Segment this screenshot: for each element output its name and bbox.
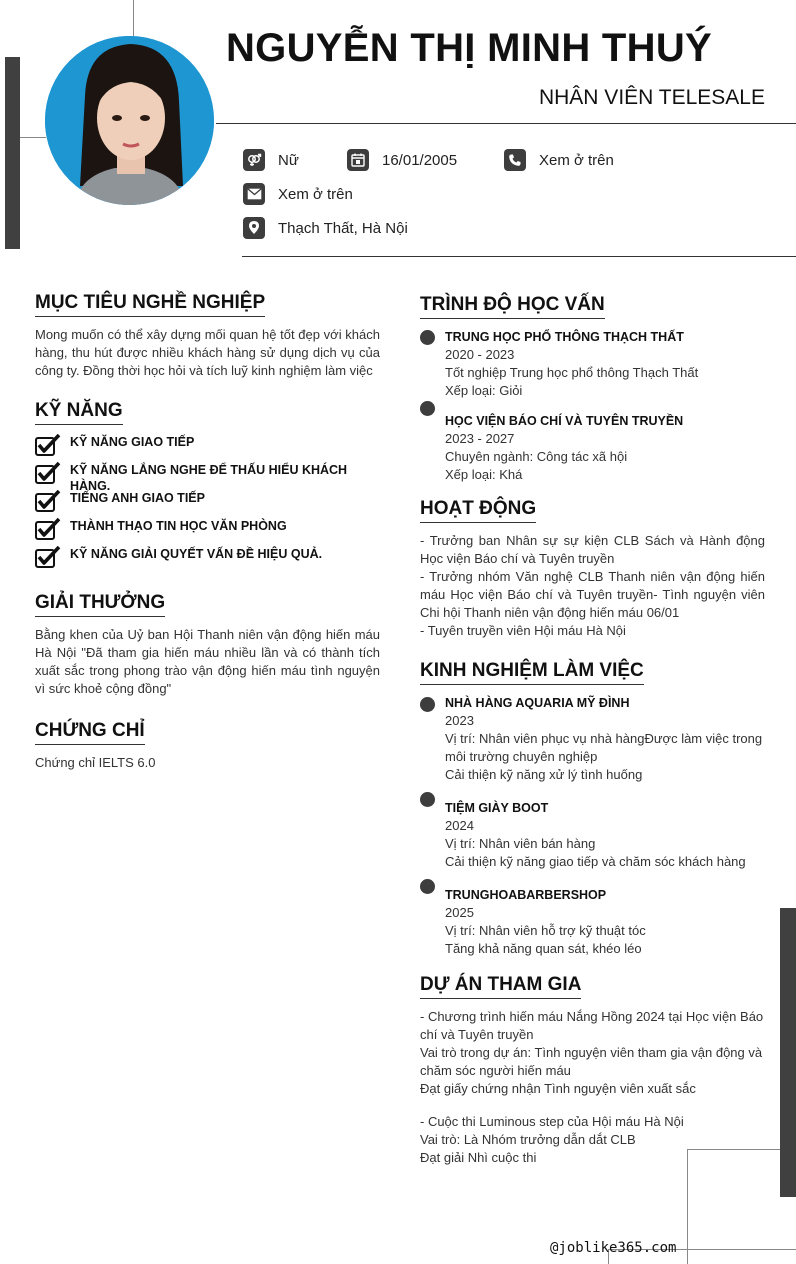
- company-name: NHÀ HÀNG AQUARIA MỸ ĐÌNH: [445, 696, 630, 710]
- email-value: Xem ở trên: [278, 185, 353, 203]
- education-title: TRÌNH ĐỘ HỌC VẤN: [420, 294, 605, 319]
- education-item: [420, 328, 765, 400]
- work-achievement: Cải thiện kỹ năng giao tiếp và chăm sóc khách hàng: [445, 854, 746, 869]
- timeline-dot: [420, 330, 435, 345]
- experience-item: [420, 886, 765, 958]
- work-achievement: Cải thiện kỹ năng xử lý tình huống: [445, 767, 643, 782]
- contact-birthday: [347, 149, 457, 171]
- address-value: Thạch Thất, Hà Nội: [278, 219, 408, 237]
- study-period: 2023 - 2027: [445, 431, 515, 446]
- decor-bar-right: [780, 908, 796, 1197]
- phone-value: Xem ở trên: [539, 151, 614, 169]
- watermark: @joblike365.com: [550, 1240, 677, 1256]
- contact-gender: [243, 149, 299, 171]
- timeline-dot: [420, 401, 435, 416]
- work-achievement: Tăng khả năng quan sát, khéo léo: [445, 941, 642, 956]
- awards-title: GIẢI THƯỞNG: [35, 592, 165, 617]
- activities-text: - Trưởng ban Nhân sự sự kiện CLB Sách và Hành động Học viện Báo chí và Tuyên truyền - Trưởng nhóm Văn nghệ CLB Thanh niên vận động hiến máu Học viện Báo chí và Tuyên truyền- Tình nguyện viên Chi hội Thanh niên vận động hiến máu 06/01 - Tuyên truyền viên Hội máu Hà Nội: [420, 533, 765, 638]
- decor-line: [133, 0, 134, 36]
- work-year: 2023: [445, 713, 474, 728]
- timeline-dot: [420, 792, 435, 807]
- experience-list: [420, 694, 765, 958]
- certificates-section: [35, 720, 380, 772]
- projects-title: DỰ ÁN THAM GIA: [420, 974, 581, 999]
- portrait-photo: [45, 36, 214, 205]
- decor-bar-left: [5, 57, 20, 249]
- experience-item: [420, 694, 765, 784]
- checkbox-checked-icon: [35, 462, 61, 484]
- study-period: 2020 - 2023: [445, 347, 515, 362]
- school-name: TRUNG HỌC PHỔ THÔNG THẠCH THẤT: [445, 330, 684, 344]
- awards-text: Bằng khen của Uỷ ban Hội Thanh niên vận động hiến máu Hà Nội "Đã tham gia hiến máu nhiều lần và có thành tích xuất sắc trong phong trào vận động hiến máu tình nguyện vì sức khoẻ cộng đồng": [35, 627, 380, 696]
- activities-section: [420, 498, 765, 640]
- work-position: Vị trí: Nhân viên phục vụ nhà hàngĐược làm việc trong môi trường chuyên nghiệp: [445, 731, 763, 764]
- checkbox-checked-icon: [35, 518, 61, 540]
- education-detail: Chuyên ngành: Công tác xã hội: [445, 449, 628, 464]
- education-grade: Xếp loại: Khá: [445, 467, 523, 482]
- projects-section: [420, 974, 765, 1167]
- skill-label: KỸ NĂNG GIAO TIẾP: [70, 435, 195, 449]
- education-section: [420, 294, 765, 484]
- experience-item: [420, 799, 765, 871]
- experience-title: KINH NGHIỆM LÀM VIỆC: [420, 660, 644, 685]
- certificates-title: CHỨNG CHỈ: [35, 720, 145, 745]
- work-year: 2025: [445, 905, 474, 920]
- education-item: [420, 412, 765, 484]
- mail-icon: [243, 183, 265, 205]
- skill-label: KỸ NĂNG LẮNG NGHE ĐỂ THẤU HIỂU KHÁCH HÀNG.: [70, 463, 348, 493]
- skills-section: [35, 400, 380, 574]
- skill-item: [35, 434, 380, 462]
- skill-label: TIẾNG ANH GIAO TIẾP: [70, 491, 205, 505]
- projects-text-2: - Cuộc thi Luminous step của Hội máu Hà Nội Vai trò: Là Nhóm trưởng dẫn dắt CLB Đạt giải Nhì cuộc thi: [420, 1114, 684, 1165]
- education-grade: Xếp loại: Giỏi: [445, 383, 523, 398]
- checkbox-checked-icon: [35, 546, 61, 568]
- contact-divider: [242, 256, 796, 257]
- company-name: TRUNGHOABARBERSHOP: [445, 888, 607, 902]
- skill-item: [35, 462, 380, 493]
- birthday-value: 16/01/2005: [382, 151, 458, 169]
- phone-icon: [504, 149, 526, 171]
- timeline-dot: [420, 879, 435, 894]
- decor-line: [20, 137, 46, 138]
- contact-email: [243, 183, 353, 205]
- timeline-dot: [420, 697, 435, 712]
- skill-item: [35, 518, 380, 546]
- checkbox-checked-icon: [35, 490, 61, 512]
- avatar: [45, 36, 214, 205]
- contact-address: [243, 217, 408, 239]
- gender-value: Nữ: [278, 151, 299, 169]
- objective-title: MỤC TIÊU NGHỀ NGHIỆP: [35, 292, 265, 317]
- candidate-name: NGUYỄN THỊ MINH THUÝ: [226, 26, 712, 70]
- work-position: Vị trí: Nhân viên hỗ trợ kỹ thuật tóc: [445, 923, 646, 938]
- skill-label: THÀNH THẠO TIN HỌC VĂN PHÒNG: [70, 519, 287, 533]
- checkbox-checked-icon: [35, 434, 61, 456]
- skill-label: KỸ NĂNG GIẢI QUYẾT VẤN ĐỀ HIỆU QUẢ.: [70, 547, 323, 561]
- skills-list: [35, 434, 380, 574]
- company-name: TIỆM GIÀY BOOT: [445, 801, 549, 815]
- right-column: [420, 294, 765, 1167]
- objective-section: [35, 292, 380, 380]
- awards-section: [35, 592, 380, 698]
- skills-title: KỸ NĂNG: [35, 400, 123, 425]
- activities-title: HOẠT ĐỘNG: [420, 498, 536, 523]
- contact-phone: [504, 149, 614, 171]
- education-list: [420, 328, 765, 484]
- work-position: Vị trí: Nhân viên bán hàng: [445, 836, 596, 851]
- skill-item: [35, 546, 380, 574]
- location-icon: [243, 217, 265, 239]
- experience-section: [420, 660, 765, 958]
- skill-item: [35, 490, 380, 518]
- work-year: 2024: [445, 818, 474, 833]
- education-detail: Tốt nghiệp Trung học phổ thông Thạch Thất: [445, 365, 699, 380]
- certificates-text: Chứng chỉ IELTS 6.0: [35, 755, 156, 770]
- projects-text-1: - Chương trình hiến máu Nắng Hồng 2024 tại Học viện Báo chí và Tuyên truyền Vai trò trong dự án: Tình nguyện viên tham gia vận động và chăm sóc người hiến máu Đạt giấy chứng nhận Tình nguyện viên xuất sắc: [420, 1009, 764, 1096]
- left-column: [35, 292, 380, 772]
- school-name: HỌC VIỆN BÁO CHÍ VÀ TUYÊN TRUYỀN: [445, 414, 684, 428]
- calendar-icon: [347, 149, 369, 171]
- gender-icon: [243, 149, 265, 171]
- header-divider: [216, 123, 796, 124]
- job-title: NHÂN VIÊN TELESALE: [538, 86, 765, 109]
- objective-text: Mong muốn có thể xây dựng mối quan hệ tốt đẹp với khách hàng, thu hút được nhiều khách hàng sử dụng dịch vụ của công ty. Đồng thời học hỏi và tích luỹ kinh nghiệm làm việc: [35, 327, 380, 378]
